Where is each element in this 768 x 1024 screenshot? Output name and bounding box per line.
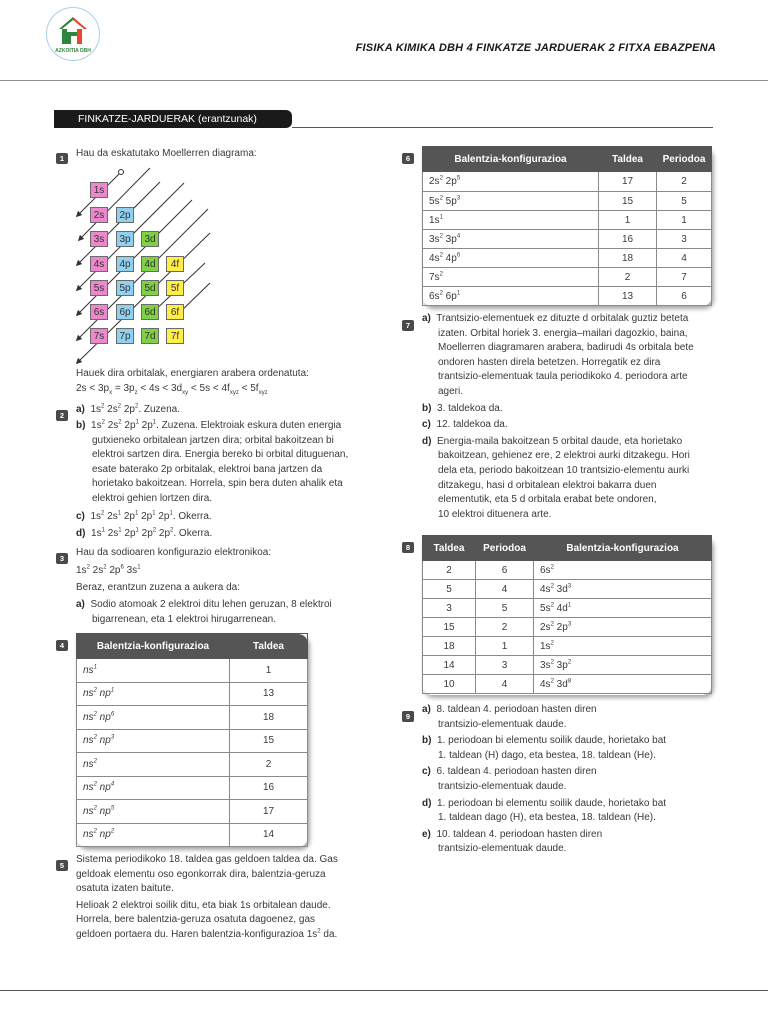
header-divider [0, 80, 768, 81]
table-row: $ns^2$ 2 [77, 753, 308, 777]
q3-answer-a: a) Sodio atomoak 2 elektroi ditu lehen geruzan, 8 elektroi bigarrenean, eta 1 elektroi hirugarrenean. [76, 599, 332, 625]
orbital-6p: 6p [116, 304, 134, 320]
table-row: $ns^2$ $np^3$ 15 [77, 729, 308, 753]
q9-answers: a) 8. taldean 4. periodoan hasten diren trantsizio-elementuak daude. b) 1. periodoan bi elementu soilik daude, horietako bat 1. taldean (H) dago, eta bestea, 18. taldean (He). c) 6. taldean 4. periodoan hasten diren trantsizio-elementuak daude. d) 1. periodoan bi elementu soilik daude, horietako bat 1. taldean dago (H), eta bestea, 18. taldean (He). e) 10. taldean 4. periodoan hasten diren trantsizio-elementuak daude. [422, 704, 667, 855]
orbital-7d: 7d [141, 328, 159, 344]
column-header: Balentzia-konfigurazioa [423, 147, 599, 172]
orbital-2p: 2p [116, 207, 134, 223]
table-row: $7s^2$ 2 7 [423, 268, 712, 287]
q5-answer: Sistema periodikoko 18. taldea gas geldoen taldea da. Gas geldoak elementu oso egonkorrak dira, balentzia-geruza osatuta izaten baitute. Helioak 2 elektroi soilik ditu, eta biak 1s orbitalean daude. Horrela, bere balentzia-geruza osatuta dagoenez, gas geldoen portaera du. Haren balentzia-konfigurazioa $1s^2$ da. [76, 854, 338, 940]
column-header: Balentzia-konfigurazioa [534, 536, 712, 561]
question-number: 9 [402, 711, 414, 722]
orbital-6s: 6s [90, 304, 108, 320]
column-header: Periodoa [657, 147, 712, 172]
q2-answer-a: a) $1s^2$ $2s^2$ $2p^2$. Zuzena. [76, 403, 181, 415]
q4-table [76, 633, 308, 847]
footer-divider [0, 990, 768, 991]
table-row: $ns^2$ $np^1$ 13 [77, 682, 308, 706]
school-logo [46, 7, 100, 61]
q3-config: $1s^2$ $2s^2$ $2p^6$ $3s^1$ [76, 564, 141, 576]
section-divider [292, 127, 713, 128]
question-1 [56, 148, 68, 166]
orbital-5p: 5p [116, 280, 134, 296]
column-header: Taldea [230, 634, 308, 659]
question-number: 6 [402, 153, 414, 164]
orbital-3d: 3d [141, 231, 159, 247]
table-row: $ns^2$ $np^4$ 16 [77, 776, 308, 800]
q7-answers: a) Trantsizio-elementuek ez dituzte d orbitalak guztiz beteta izaten. Orbital horiek 3. energia–mailari dagozkio, baina, Moellerren diagramaren arabera, badirudi 4s orbitala bete ondoren hasten direla betetzen. Horregatik ez dira trantsizio-elementuak taula periodikoko 4. periodora arte ageri. b) 3. taldekoa da. c) 12. taldekoa da. d) Energia-maila bakoitzean 5 orbital daude, eta horietako bakoitzean, gehienez ere, 2 elektroi aurki ditzakegu. Hori dela eta, periodo bakoitzean 10 trantsizio-elementu aurki ditzakegu, hasi d orbitalean elektroi bakarra duen elementutik, eta 5 d orbitala erabat bete ondoren, 10 elektroi dituenera arte. [422, 313, 694, 520]
question-number: 2 [56, 410, 68, 421]
orbital-1s: 1s [90, 182, 108, 198]
table-row: $6s^2$ $6p^1$ 13 6 [423, 287, 712, 306]
question-7 [402, 315, 414, 333]
question-number: 7 [402, 320, 414, 331]
orbital-6f: 6f [166, 304, 184, 320]
table-row: $ns^2$ $np^6$ 18 [77, 706, 308, 730]
orbital-4f: 4f [166, 256, 184, 272]
q1-intro: Hau da eskatutako Moellerren diagrama: [76, 148, 257, 159]
q1-order-intro: Hauek dira orbitalak, energiaren arabera ordenatuta: [76, 368, 309, 379]
q3-ask: Beraz, erantzun zuzena a aukera da: [76, 582, 240, 593]
moeller-arrows [60, 165, 220, 365]
q2-answer-c: c) $1s^2$ $2s^1$ $2p^1$ $2p^1$ $2p^1$. Okerra. [76, 510, 212, 522]
question-9 [402, 706, 414, 724]
table-row: 3 5 $5s^2$ $4d^1$ [423, 599, 712, 618]
logo-text: AZKOITIA DBH [55, 48, 91, 54]
table-row: 18 1 $1s^2$ [423, 637, 712, 656]
table-row: $4s^2$ $4p^6$ 18 4 [423, 249, 712, 268]
q1-energy-order: $2s < 3p_x = 3p_z < 4s < 3d_{xy} < 5s < 4f_{xyz} < 5f_{xyz}$ [76, 383, 268, 396]
q2-answer-b: b) $1s^2$ $2s^2$ $2p^1$ $2p^1$. Zuzena. Elektroiak eskura duten energia gutxieneko orbitalean jartzen dira; orbital bakoitzean bi elektroi sartzen dira. Energia bereko bi orbital dituguenan, esate baterako 2p orbitalak, elektroi bana jartzen da horietako bakoitzean. Horrela, spin bera duten ahalik eta elektroi gehien lortzen dira. [76, 419, 349, 504]
moeller-diagram [60, 165, 220, 365]
orbital-3s: 3s [90, 231, 108, 247]
table-row: $ns^1$ 1 [77, 659, 308, 683]
table-row: $5s^2$ $5p^3$ 15 5 [423, 192, 712, 211]
question-number: 1 [56, 153, 68, 164]
orbital-7s: 7s [90, 328, 108, 344]
question-3 [56, 548, 68, 566]
orbital-4s: 4s [90, 256, 108, 272]
orbital-3p: 3p [116, 231, 134, 247]
question-4 [56, 635, 68, 653]
orbital-5s: 5s [90, 280, 108, 296]
column-header: Periodoa [476, 536, 534, 561]
table-row: $2s^2$ $2p^5$ 17 2 [423, 172, 712, 192]
question-number: 4 [56, 640, 68, 651]
table-row: 5 4 $4s^2$ $3d^3$ [423, 580, 712, 599]
orbital-5f: 5f [166, 280, 184, 296]
question-2 [56, 405, 68, 423]
orbital-7p: 7p [116, 328, 134, 344]
column-header: Taldea [423, 536, 476, 561]
q6-table [422, 146, 712, 306]
orbital-6d: 6d [141, 304, 159, 320]
table-row: 15 2 $2s^2$ $2p^3$ [423, 618, 712, 637]
table-row: 2 6 $6s^2$ [423, 561, 712, 580]
table-row: $3s^2$ $3p^4$ 16 3 [423, 230, 712, 249]
orbital-7f: 7f [166, 328, 184, 344]
orbital-2s: 2s [90, 207, 108, 223]
question-number: 3 [56, 553, 68, 564]
question-6 [402, 148, 414, 166]
table-row: $ns^2$ $np^2$ 14 [77, 823, 308, 847]
orbital-4p: 4p [116, 256, 134, 272]
question-8 [402, 537, 414, 555]
table-row: 10 4 $4s^2$ $3d^8$ [423, 675, 712, 694]
question-number: 8 [402, 542, 414, 553]
table-row: 14 3 $3s^2$ $3p^2$ [423, 656, 712, 675]
page-title: FISIKA KIMIKA DBH 4 FINKATZE JARDUERAK 2 FITXA EBAZPENA [355, 42, 716, 54]
column-header: Taldea [599, 147, 657, 172]
question-5 [56, 855, 68, 873]
question-number: 5 [56, 860, 68, 871]
table-row: $ns^2$ $np^5$ 17 [77, 800, 308, 824]
q2-answer-d: d) $1s^1$ $2s^1$ $2p^1$ $2p^2$ $2p^2$. Okerra. [76, 527, 213, 539]
section-title: FINKATZE-JARDUERAK (erantzunak) [54, 110, 292, 128]
q3-intro: Hau da sodioaren konfigurazio elektronikoa: [76, 547, 272, 558]
orbital-5d: 5d [141, 280, 159, 296]
table-row: $1s^1$ 1 1 [423, 211, 712, 230]
orbital-4d: 4d [141, 256, 159, 272]
q8-table [422, 535, 712, 694]
column-header: Balentzia-konfigurazioa [77, 634, 230, 659]
